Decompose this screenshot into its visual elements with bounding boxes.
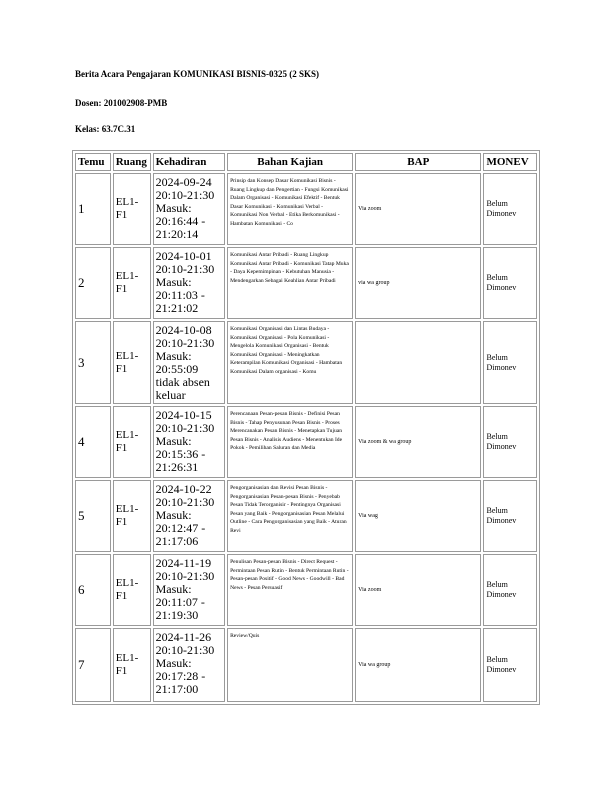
kehadiran-line: 2024-11-26 xyxy=(155,630,212,644)
kehadiran-line: 20:16:44 - xyxy=(155,214,206,228)
kehadiran-line: 20:10-21:30 xyxy=(155,495,215,509)
cell-ruang: EL1-F1 xyxy=(113,321,151,404)
cell-monev: Belum Dimonev xyxy=(483,480,537,552)
cell-kehadiran xyxy=(153,480,225,552)
kehadiran-line: tidak absen xyxy=(155,375,210,389)
kehadiran-line: 2024-10-22 xyxy=(155,482,212,496)
kehadiran-line: 2024-11-19 xyxy=(155,556,212,570)
col-bap: BAP xyxy=(355,153,481,171)
col-ruang: Ruang xyxy=(113,153,151,171)
cell-bahan-kajian: Komunikasi Antar Pribadi - Ruang Lingkup Komunikasi Antar Pribadi - Komunikasi Tatap Muka - Daya Kepemimpinan - Kebutuhan Manusia - Mendengarkan Sebagai Keahlian Antar Pribadi xyxy=(227,247,353,319)
kehadiran-line: 21:17:06 xyxy=(155,534,199,548)
cell-ruang: EL1-F1 xyxy=(113,247,151,319)
cell-kehadiran xyxy=(153,406,225,478)
cell-ruang: EL1-F1 xyxy=(113,480,151,552)
table-header-row xyxy=(75,153,537,171)
cell-temu: 7 xyxy=(75,628,111,702)
kehadiran-line: 21:19:30 xyxy=(155,608,199,622)
table-row xyxy=(75,173,537,245)
cell-kehadiran xyxy=(153,321,225,404)
cell-monev: Belum Dimonev xyxy=(483,173,537,245)
kehadiran-line: 20:10-21:30 xyxy=(155,569,215,583)
kehadiran-line: 2024-10-15 xyxy=(155,408,212,422)
cell-kehadiran xyxy=(153,554,225,626)
kehadiran-line: 21:26:31 xyxy=(155,460,199,474)
cell-ruang: EL1-F1 xyxy=(113,173,151,245)
cell-kehadiran xyxy=(153,628,225,702)
col-kehadiran: Kehadiran xyxy=(153,153,225,171)
kehadiran-line: 21:17:00 xyxy=(155,682,199,696)
cell-temu: 2 xyxy=(75,247,111,319)
cell-bap: Via zoom & wa group xyxy=(355,406,481,478)
table-row xyxy=(75,480,537,552)
kehadiran-line: Masuk: xyxy=(155,201,192,215)
kehadiran-line: 20:10-21:30 xyxy=(155,262,215,276)
lecturer-info: Dosen: 201002908-PMB xyxy=(75,98,168,108)
document-title: Berita Acara Pengajaran KOMUNIKASI BISNIS-0325 (2 SKS) xyxy=(75,69,320,79)
kehadiran-line: 20:10-21:30 xyxy=(155,188,215,202)
cell-temu: 3 xyxy=(75,321,111,404)
kehadiran-line: 20:12:47 - xyxy=(155,521,206,535)
cell-bap xyxy=(355,321,481,404)
cell-monev: Belum Dimonev xyxy=(483,554,537,626)
kehadiran-line: Masuk: xyxy=(155,582,192,596)
table-row xyxy=(75,554,537,626)
cell-ruang: EL1-F1 xyxy=(113,628,151,702)
cell-bap: Via zoom xyxy=(355,173,481,245)
cell-kehadiran xyxy=(153,247,225,319)
kehadiran-line: 20:11:07 - xyxy=(155,595,205,609)
cell-bahan-kajian: Prinsip dan Konsep Dasar Komunikasi Bisnis - Ruang Lingkup dan Pengertian - Fungsi Komunikasi Dalam Organisasi - Komunikasi Efektif - Bentuk Dasar Komunikasi - Komunikasi Verbal - Komunikasi Non Verbal - Etika Berkomunikasi - Hambatan Komunikasi - Co xyxy=(227,173,353,245)
kehadiran-line: 20:10-21:30 xyxy=(155,421,215,435)
cell-bap: Via zoom xyxy=(355,554,481,626)
kehadiran-line: Masuk: xyxy=(155,656,192,670)
cell-temu: 6 xyxy=(75,554,111,626)
kehadiran-line: keluar xyxy=(155,388,186,402)
cell-bap: via wa group xyxy=(355,247,481,319)
cell-bahan-kajian: Komunikasi Organisasi dan Lintas Budaya - Komunikasi Organisasi - Pola Komunikasi - Mengelola Komunikasi Organisasi - Bentuk Komunikasi Organisasi - Meningkatkan Keterampilan Komunikasi Organisasi - Hambatan Komunikasi Dalam organisasi - Komu xyxy=(227,321,353,404)
cell-bahan-kajian: Pengorganisasian dan Revisi Pesan Bisnis - Pengorganisasian Pesan-pesan Bisnis - Penyebab Pesan Tidak Terorganisir - Pentingnya Organisasi Pesan yang Baik - Pengorganisasian Pesan Melalui Outline - Cara Pengorganisasian yang Baik - Aturan Revi xyxy=(227,480,353,552)
cell-bahan-kajian: Review/Quis xyxy=(227,628,353,702)
cell-ruang: EL1-F1 xyxy=(113,406,151,478)
cell-monev: Belum Dimonev xyxy=(483,628,537,702)
attendance-table xyxy=(72,150,540,705)
kehadiran-line: 20:17:28 - xyxy=(155,669,206,683)
cell-temu: 4 xyxy=(75,406,111,478)
kehadiran-line: 2024-10-01 xyxy=(155,249,212,263)
cell-monev: Belum Dimonev xyxy=(483,247,537,319)
kehadiran-line: 20:55:09 xyxy=(155,362,199,376)
cell-bap: Via wag xyxy=(355,480,481,552)
cell-temu: 1 xyxy=(75,173,111,245)
kehadiran-line: 2024-10-08 xyxy=(155,323,212,337)
kehadiran-line: Masuk: xyxy=(155,434,192,448)
cell-bahan-kajian: Perencanaan Pesan-pesan Bisnis - Definisi Pesan Bisnis - Tahap Penyusunan Pesan Bisnis - Proses Merencanakan Pesan Bisnis - Menetapkan Tujuan Pesan Bisnis - Analisis Audiens - Menentukan Ide Pokok - Pemilihan Saluran dan Media xyxy=(227,406,353,478)
class-info: Kelas: 63.7C.31 xyxy=(75,124,136,134)
cell-kehadiran xyxy=(153,173,225,245)
cell-monev: Belum Dimonev xyxy=(483,406,537,478)
table-row xyxy=(75,247,537,319)
col-monev: MONEV xyxy=(483,153,537,171)
kehadiran-line: Masuk: xyxy=(155,508,192,522)
kehadiran-line: 20:15:36 - xyxy=(155,447,206,461)
kehadiran-line: 2024-09-24 xyxy=(155,175,212,189)
table-row xyxy=(75,321,537,404)
cell-monev: Belum Dimonev xyxy=(483,321,537,404)
cell-bahan-kajian: Penulisan Pesan-pesan Bisnis - Direct Request - Permintaan Pesan Rutin - Bentuk Permintaan Rutin - Pesan-pesan Positif - Good News - Goodwill - Bad News - Pesan Persuasif xyxy=(227,554,353,626)
kehadiran-line: 21:20:14 xyxy=(155,227,199,241)
kehadiran-line: Masuk: xyxy=(155,275,192,289)
table-row xyxy=(75,406,537,478)
kehadiran-line: 20:11:03 - xyxy=(155,288,205,302)
cell-ruang: EL1-F1 xyxy=(113,554,151,626)
cell-temu: 5 xyxy=(75,480,111,552)
kehadiran-line: 20:10-21:30 xyxy=(155,643,215,657)
kehadiran-line: Masuk: xyxy=(155,349,192,363)
col-bahan-kajian: Bahan Kajian xyxy=(227,153,353,171)
kehadiran-line: 20:10-21:30 xyxy=(155,336,215,350)
table-row xyxy=(75,628,537,702)
col-temu: Temu xyxy=(75,153,111,171)
kehadiran-line: 21:21:02 xyxy=(155,301,199,315)
cell-bap: Via wa group xyxy=(355,628,481,702)
